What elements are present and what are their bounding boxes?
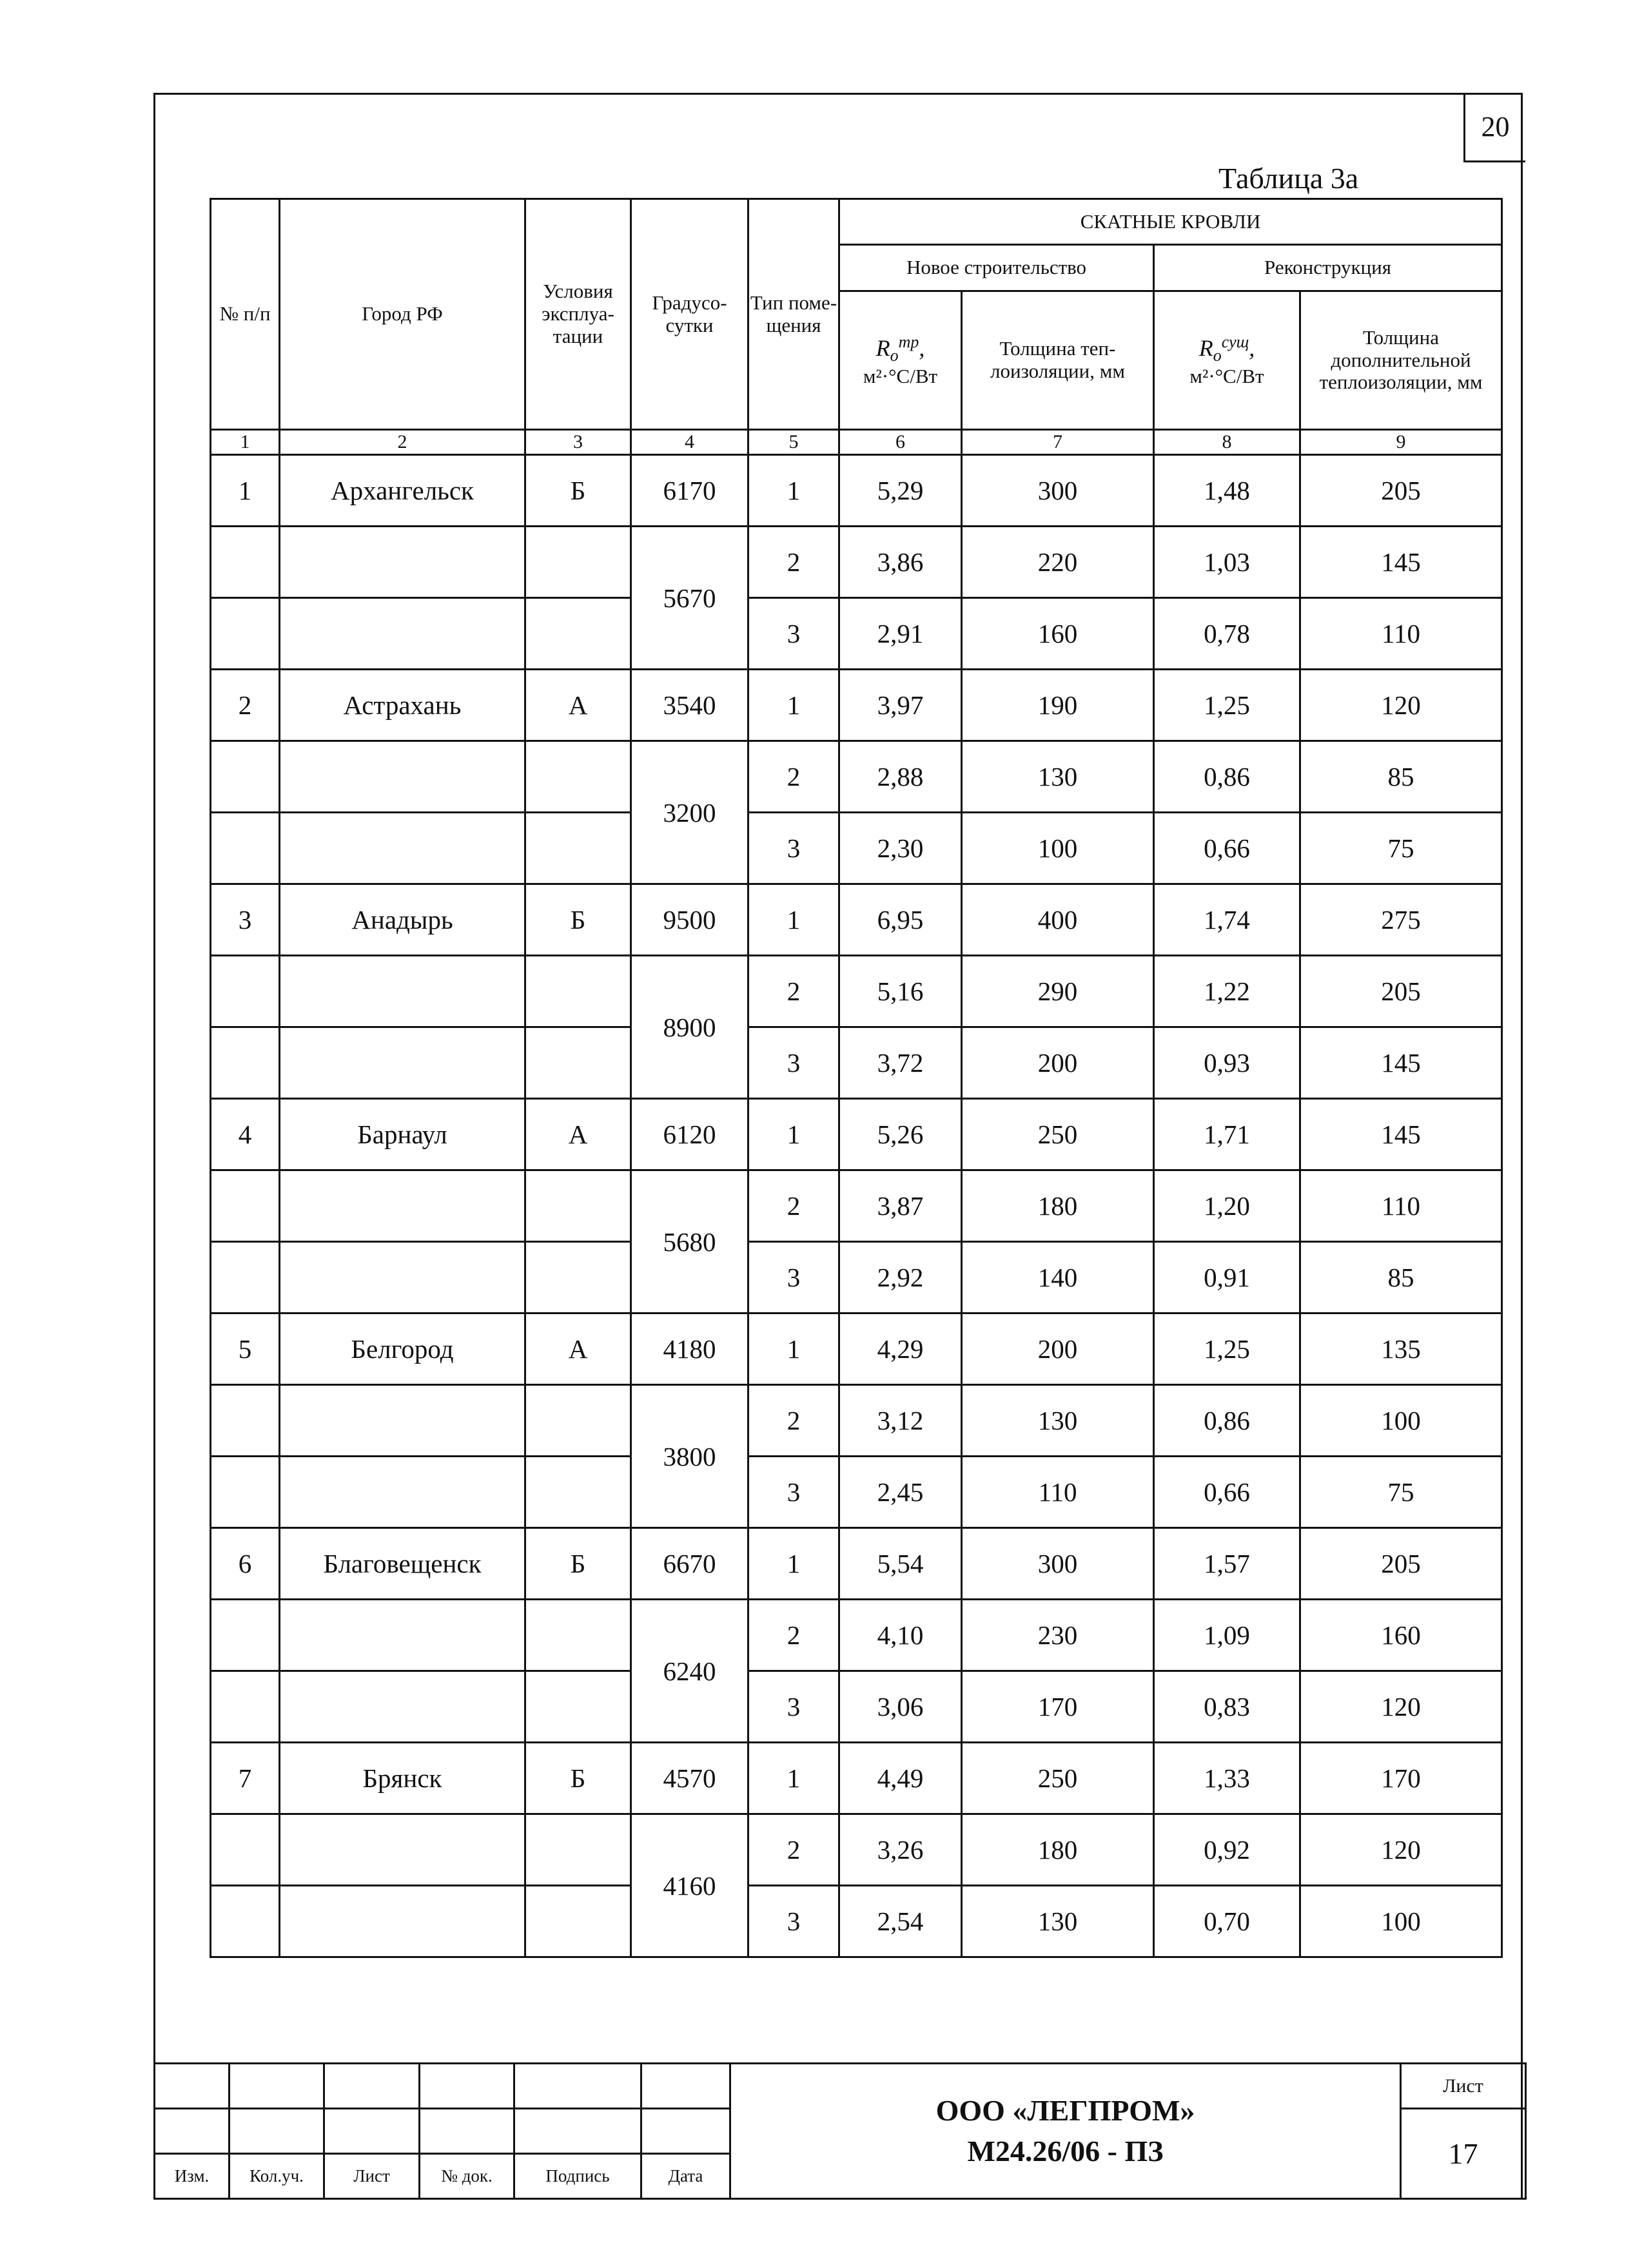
operating-conditions: А (525, 1099, 631, 1170)
room-type: 2 (748, 956, 839, 1027)
r-existing: 0,92 (1154, 1814, 1300, 1886)
room-type: 2 (748, 1385, 839, 1457)
table-row (211, 1743, 1502, 1814)
row-number (211, 1385, 280, 1457)
insulation-thickness: 170 (962, 1671, 1154, 1743)
stamp-cell (420, 2064, 514, 2109)
table-row (211, 1242, 1502, 1313)
operating-conditions (525, 956, 631, 1027)
title-block (153, 2062, 1527, 2200)
r-existing: 1,22 (1154, 956, 1300, 1027)
room-type: 2 (748, 527, 839, 598)
degree-days: 3200 (631, 741, 748, 884)
operating-conditions (525, 1457, 631, 1528)
r-existing: 1,33 (1154, 1743, 1300, 1814)
table-row (211, 1671, 1502, 1743)
insulation-thickness: 130 (962, 741, 1154, 813)
sheet-number: 17 (1401, 2109, 1526, 2199)
row-number: 1 (211, 455, 280, 527)
r-required: 5,54 (839, 1528, 962, 1600)
operating-conditions: Б (525, 1528, 631, 1600)
row-number: 5 (211, 1313, 280, 1385)
table-row (211, 1313, 1502, 1385)
city-name (280, 1170, 525, 1242)
city-name (280, 813, 525, 884)
r-required: 3,12 (839, 1385, 962, 1457)
operating-conditions (525, 1170, 631, 1242)
row-number (211, 1027, 280, 1099)
r-required: 3,86 (839, 527, 962, 598)
stamp-label-doc-number: № док. (420, 2154, 514, 2199)
r-required: 2,91 (839, 598, 962, 670)
stamp-cell (420, 2109, 514, 2154)
city-name (280, 956, 525, 1027)
r-existing: 1,48 (1154, 455, 1300, 527)
col-number: 4 (631, 430, 748, 455)
city-name: Белгород (280, 1313, 525, 1385)
room-type: 1 (748, 1528, 839, 1600)
row-number (211, 1671, 280, 1743)
r-required: 2,92 (839, 1242, 962, 1313)
degree-days: 6170 (631, 455, 748, 527)
header-pitched-roofs: СКАТНЫЕ КРОВЛИ (839, 199, 1502, 245)
r-required: 2,45 (839, 1457, 962, 1528)
room-type: 3 (748, 598, 839, 670)
insulation-thickness: 140 (962, 1242, 1154, 1313)
r-required: 5,29 (839, 455, 962, 527)
row-number (211, 527, 280, 598)
insulation-thickness: 180 (962, 1814, 1154, 1886)
table-row (211, 1600, 1502, 1671)
operating-conditions: А (525, 1313, 631, 1385)
table-row (211, 1528, 1502, 1600)
insulation-thickness: 290 (962, 956, 1154, 1027)
room-type: 1 (748, 1313, 839, 1385)
table-row (211, 1099, 1502, 1170)
additional-insulation: 135 (1300, 1313, 1502, 1385)
room-type: 3 (748, 1242, 839, 1313)
stamp-cell (155, 2109, 230, 2154)
header-new-construction: Новое строительство (839, 245, 1154, 291)
insulation-thickness: 250 (962, 1743, 1154, 1814)
r-existing: 0,66 (1154, 813, 1300, 884)
additional-insulation: 110 (1300, 1170, 1502, 1242)
insulation-thickness: 180 (962, 1170, 1154, 1242)
degree-days: 6120 (631, 1099, 748, 1170)
operating-conditions: Б (525, 884, 631, 956)
roof-insulation-table (210, 198, 1503, 1958)
stamp-cell (324, 2109, 420, 2154)
row-number (211, 741, 280, 813)
header-num: № п/п (211, 199, 280, 430)
stamp-cell (155, 2064, 230, 2109)
degree-days: 9500 (631, 884, 748, 956)
r-existing: 0,86 (1154, 1385, 1300, 1457)
r-existing: 1,03 (1154, 527, 1300, 598)
degree-days: 3540 (631, 670, 748, 741)
stamp-cell (324, 2064, 420, 2109)
r-required: 2,88 (839, 741, 962, 813)
additional-insulation: 145 (1300, 527, 1502, 598)
degree-days: 5670 (631, 527, 748, 670)
r-existing: 0,70 (1154, 1886, 1300, 1957)
r-existing: 1,25 (1154, 1313, 1300, 1385)
room-type: 2 (748, 741, 839, 813)
row-number (211, 1457, 280, 1528)
additional-insulation: 120 (1300, 670, 1502, 741)
insulation-thickness: 220 (962, 527, 1154, 598)
insulation-thickness: 300 (962, 1528, 1154, 1600)
room-type: 1 (748, 1099, 839, 1170)
city-name (280, 527, 525, 598)
row-number (211, 1170, 280, 1242)
col-number: 3 (525, 430, 631, 455)
stamp-label-sheet: Лист (324, 2154, 420, 2199)
r-existing: 0,83 (1154, 1671, 1300, 1743)
additional-insulation: 160 (1300, 1600, 1502, 1671)
city-name (280, 1814, 525, 1886)
header-insulation-thickness: Толщина теп-лоизоляции, мм (962, 291, 1154, 430)
additional-insulation: 120 (1300, 1671, 1502, 1743)
col-number: 7 (962, 430, 1154, 455)
room-type: 1 (748, 455, 839, 527)
col-number: 9 (1300, 430, 1502, 455)
city-name (280, 1600, 525, 1671)
insulation-thickness: 200 (962, 1313, 1154, 1385)
table-row (211, 956, 1502, 1027)
r-required: 2,54 (839, 1886, 962, 1957)
room-type: 1 (748, 670, 839, 741)
additional-insulation: 170 (1300, 1743, 1502, 1814)
operating-conditions (525, 1814, 631, 1886)
insulation-thickness: 400 (962, 884, 1154, 956)
city-name: Барнаул (280, 1099, 525, 1170)
stamp-label-count: Кол.уч. (230, 2154, 324, 2199)
row-number: 2 (211, 670, 280, 741)
stamp-cell (230, 2109, 324, 2154)
city-name (280, 598, 525, 670)
r-required: 6,95 (839, 884, 962, 956)
insulation-thickness: 230 (962, 1600, 1154, 1671)
organization-name: ООО «ЛЕГПРОМ» (935, 2094, 1195, 2127)
r-required: 4,49 (839, 1743, 962, 1814)
insulation-thickness: 110 (962, 1457, 1154, 1528)
r-required: 2,30 (839, 813, 962, 884)
row-number: 3 (211, 884, 280, 956)
city-name (280, 1385, 525, 1457)
city-name (280, 1886, 525, 1957)
additional-insulation: 110 (1300, 598, 1502, 670)
table-row (211, 813, 1502, 884)
table-row (211, 1457, 1502, 1528)
room-type: 3 (748, 1027, 839, 1099)
stamp-cell (230, 2064, 324, 2109)
table-caption: Таблица 3а (1218, 162, 1359, 195)
r-required: 3,06 (839, 1671, 962, 1743)
stamp-label-date: Дата (641, 2154, 730, 2199)
table-row (211, 598, 1502, 670)
stamp-cell (514, 2064, 641, 2109)
table-row (211, 741, 1502, 813)
row-number (211, 1814, 280, 1886)
header-conditions: Условия эксплуа-тации (525, 199, 631, 430)
row-number: 4 (211, 1099, 280, 1170)
r-required: 4,10 (839, 1600, 962, 1671)
header-reconstruction: Реконструкция (1154, 245, 1502, 291)
operating-conditions (525, 813, 631, 884)
room-type: 2 (748, 1814, 839, 1886)
insulation-thickness: 250 (962, 1099, 1154, 1170)
additional-insulation: 145 (1300, 1099, 1502, 1170)
r-existing: 1,25 (1154, 670, 1300, 741)
operating-conditions: А (525, 670, 631, 741)
degree-days: 6670 (631, 1528, 748, 1600)
additional-insulation: 100 (1300, 1886, 1502, 1957)
r-existing: 0,93 (1154, 1027, 1300, 1099)
r-required: 3,26 (839, 1814, 962, 1886)
room-type: 3 (748, 1886, 839, 1957)
r-required: 5,26 (839, 1099, 962, 1170)
operating-conditions (525, 1671, 631, 1743)
sheet-label: Лист (1401, 2064, 1526, 2109)
r-existing: 0,86 (1154, 741, 1300, 813)
r-required: 3,97 (839, 670, 962, 741)
operating-conditions (525, 1027, 631, 1099)
city-name (280, 1671, 525, 1743)
table-row (211, 1385, 1502, 1457)
table-row (211, 884, 1502, 956)
row-number (211, 1242, 280, 1313)
room-type: 3 (748, 813, 839, 884)
room-type: 2 (748, 1170, 839, 1242)
city-name (280, 1027, 525, 1099)
stamp-label-signature: Подпись (514, 2154, 641, 2199)
city-name (280, 1457, 525, 1528)
room-type: 2 (748, 1600, 839, 1671)
additional-insulation: 100 (1300, 1385, 1502, 1457)
col-number: 5 (748, 430, 839, 455)
stamp-label-change: Изм. (155, 2154, 230, 2199)
r-existing: 1,20 (1154, 1170, 1300, 1242)
room-type: 1 (748, 1743, 839, 1814)
degree-days: 4180 (631, 1313, 748, 1385)
additional-insulation: 145 (1300, 1027, 1502, 1099)
r-existing: 0,78 (1154, 598, 1300, 670)
table-row (211, 527, 1502, 598)
col-number: 6 (839, 430, 962, 455)
row-number (211, 1600, 280, 1671)
degree-days: 8900 (631, 956, 748, 1099)
insulation-thickness: 100 (962, 813, 1154, 884)
city-name: Астрахань (280, 670, 525, 741)
city-name: Архангельск (280, 455, 525, 527)
additional-insulation: 275 (1300, 884, 1502, 956)
additional-insulation: 205 (1300, 455, 1502, 527)
additional-insulation: 85 (1300, 1242, 1502, 1313)
r-required: 5,16 (839, 956, 962, 1027)
room-type: 3 (748, 1671, 839, 1743)
r-existing: 1,71 (1154, 1099, 1300, 1170)
degree-days: 3800 (631, 1385, 748, 1528)
insulation-thickness: 130 (962, 1886, 1154, 1957)
room-type: 1 (748, 884, 839, 956)
stamp-cell (641, 2109, 730, 2154)
degree-days: 4570 (631, 1743, 748, 1814)
operating-conditions: Б (525, 1743, 631, 1814)
stamp-cell (514, 2109, 641, 2154)
row-number (211, 598, 280, 670)
operating-conditions (525, 1886, 631, 1957)
additional-insulation: 205 (1300, 956, 1502, 1027)
additional-insulation: 75 (1300, 813, 1502, 884)
r-required: 3,72 (839, 1027, 962, 1099)
header-additional-insulation: Толщина дополнительной теплоизоляции, мм (1300, 291, 1502, 430)
row-number: 6 (211, 1528, 280, 1600)
stamp-cell (641, 2064, 730, 2109)
operating-conditions (525, 598, 631, 670)
table-row (211, 1027, 1502, 1099)
room-type: 3 (748, 1457, 839, 1528)
insulation-thickness: 300 (962, 455, 1154, 527)
operating-conditions: Б (525, 455, 631, 527)
operating-conditions (525, 1600, 631, 1671)
city-name: Анадырь (280, 884, 525, 956)
col-number: 8 (1154, 430, 1300, 455)
row-number (211, 1886, 280, 1957)
row-number (211, 813, 280, 884)
additional-insulation: 120 (1300, 1814, 1502, 1886)
r-existing: 1,09 (1154, 1600, 1300, 1671)
table-row (211, 1170, 1502, 1242)
table-row (211, 1886, 1502, 1957)
r-existing: 1,74 (1154, 884, 1300, 956)
table-row (211, 1814, 1502, 1886)
additional-insulation: 85 (1300, 741, 1502, 813)
page-number: 20 (1463, 93, 1525, 162)
r-required: 3,87 (839, 1170, 962, 1242)
degree-days: 6240 (631, 1600, 748, 1743)
header-city: Город РФ (280, 199, 525, 430)
header-r-required: $R_о^{тр}$, м²·°С/Вт (839, 291, 962, 430)
table-row (211, 455, 1502, 527)
r-existing: 0,66 (1154, 1457, 1300, 1528)
insulation-thickness: 190 (962, 670, 1154, 741)
header-degree-days: Градусо-сутки (631, 199, 748, 430)
row-number (211, 956, 280, 1027)
header-r-existing: $R_о^{сущ}$, м²·°С/Вт (1154, 291, 1300, 430)
city-name: Брянск (280, 1743, 525, 1814)
insulation-thickness: 130 (962, 1385, 1154, 1457)
r-existing: 0,91 (1154, 1242, 1300, 1313)
operating-conditions (525, 741, 631, 813)
col-number: 2 (280, 430, 525, 455)
operating-conditions (525, 527, 631, 598)
row-number: 7 (211, 1743, 280, 1814)
insulation-thickness: 200 (962, 1027, 1154, 1099)
operating-conditions (525, 1385, 631, 1457)
additional-insulation: 75 (1300, 1457, 1502, 1528)
document-code: М24.26/06 - ПЗ (967, 2134, 1164, 2167)
degree-days: 4160 (631, 1814, 748, 1957)
degree-days: 5680 (631, 1170, 748, 1313)
insulation-thickness: 160 (962, 598, 1154, 670)
city-name (280, 741, 525, 813)
additional-insulation: 205 (1300, 1528, 1502, 1600)
col-number: 1 (211, 430, 280, 455)
header-room-type: Тип поме-щения (748, 199, 839, 430)
r-required: 4,29 (839, 1313, 962, 1385)
city-name (280, 1242, 525, 1313)
r-existing: 1,57 (1154, 1528, 1300, 1600)
table-row (211, 670, 1502, 741)
city-name: Благовещенск (280, 1528, 525, 1600)
organization-block (730, 2064, 1401, 2199)
table-body (211, 455, 1502, 1957)
operating-conditions (525, 1242, 631, 1313)
